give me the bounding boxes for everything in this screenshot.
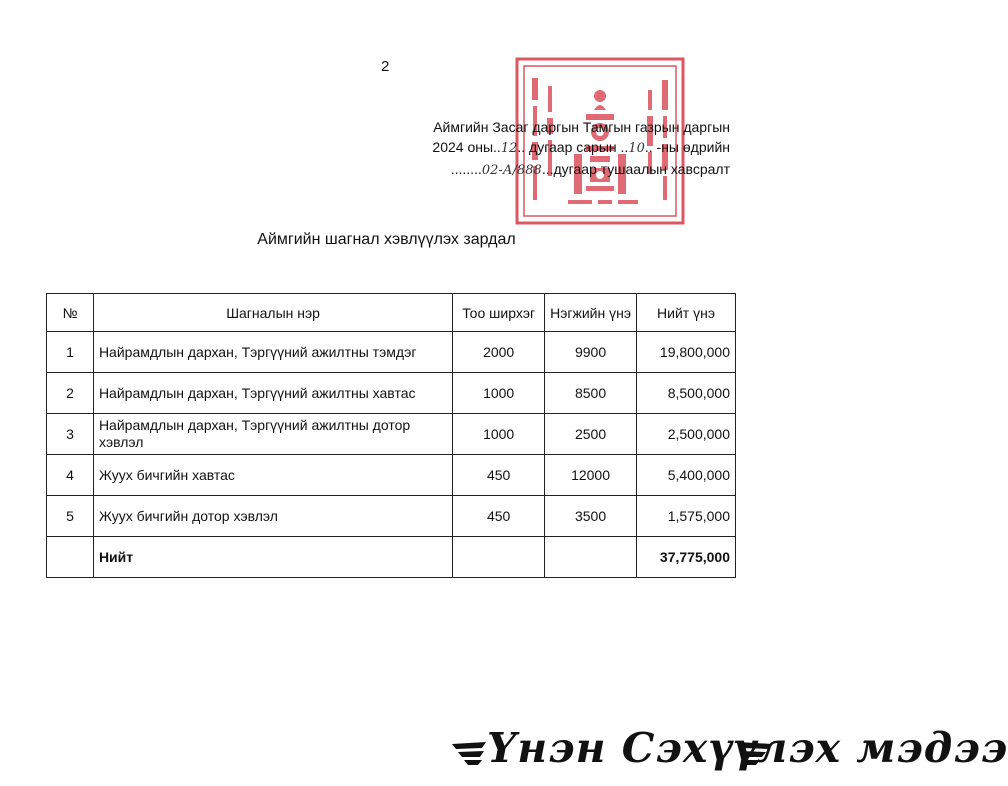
row-number: 5 — [47, 496, 94, 537]
row-number: 2 — [47, 373, 94, 414]
table-row — [47, 373, 736, 414]
header-line-2: 2024 оны..12.. дугаар сарын ..10.. -ны өдрийн — [432, 139, 730, 156]
quantity: 1000 — [453, 373, 545, 414]
total-row-quantity-cell — [453, 537, 545, 578]
column-header-award-name: Шагналын нэр — [93, 294, 452, 332]
total-price: 8,500,000 — [637, 373, 736, 414]
table-row — [47, 414, 736, 455]
row-number: 1 — [47, 332, 94, 373]
handwritten-month: 12 — [500, 141, 518, 156]
table-row — [47, 332, 736, 373]
document-title: Аймгийн шагнал хэвлүүлэх зардал — [257, 231, 516, 248]
header-day-word: -ны өдрийн — [656, 139, 730, 155]
page-number: 2 — [381, 58, 390, 75]
total-price: 19,800,000 — [637, 332, 736, 373]
table-row — [47, 496, 736, 537]
total-label: Нийт — [93, 537, 452, 578]
column-header-quantity: Тоо ширхэг — [453, 294, 545, 332]
total-row-number-cell — [47, 537, 94, 578]
header-decree-text: дугаар тушаалын хавсралт — [553, 161, 730, 177]
total-price: 1,575,000 — [637, 496, 736, 537]
unit-price: 8500 — [545, 373, 637, 414]
table-header-row — [47, 294, 736, 332]
award-name: Найрамдлын дархан, Тэргүүний ажилтны хавтас — [93, 373, 452, 414]
unit-price: 9900 — [545, 332, 637, 373]
table-total-row — [47, 537, 736, 578]
total-price: 5,400,000 — [637, 455, 736, 496]
decree-reference — [400, 117, 730, 181]
row-number: 3 — [47, 414, 94, 455]
grand-total: 37,775,000 — [637, 537, 736, 578]
header-line-1: Аймгийн Засаг даргын Тамгын газрын даргын — [433, 119, 730, 135]
row-number: 4 — [47, 455, 94, 496]
column-header-number: № — [47, 294, 94, 332]
award-name: Найрамдлын дархан, Тэргүүний ажилтны дотор хэвлэл — [93, 414, 452, 455]
total-price: 2,500,000 — [637, 414, 736, 455]
award-name: Жуух бичгийн хавтас — [93, 455, 452, 496]
quantity: 2000 — [453, 332, 545, 373]
quantity: 450 — [453, 455, 545, 496]
column-header-unit-price: Нэгжийн үнэ — [545, 294, 637, 332]
site-watermark-logo — [452, 722, 1008, 784]
table-row — [47, 455, 736, 496]
handwritten-decree-number: 02-А/888 — [481, 163, 542, 178]
award-name: Найрамдлын дархан, Тэргүүний ажилтны тэмдэг — [93, 332, 452, 373]
header-line-3: ........02-А/888...дугаар тушаалын хавсралт — [450, 161, 730, 178]
watermark-text: Үнэн Сэхүүлэх мэдээ — [487, 724, 1008, 772]
handwritten-day: 10 — [628, 141, 645, 156]
unit-price: 12000 — [545, 455, 637, 496]
total-row-unit-cell — [545, 537, 637, 578]
quantity: 450 — [453, 496, 545, 537]
unit-price: 3500 — [545, 496, 637, 537]
unit-price: 2500 — [545, 414, 637, 455]
header-month-word: дугаар сарын — [529, 139, 617, 155]
header-year: 2024 оны — [432, 139, 494, 155]
award-cost-table — [46, 293, 736, 578]
quantity: 1000 — [453, 414, 545, 455]
column-header-total-price: Нийт үнэ — [637, 294, 736, 332]
award-name: Жуух бичгийн дотор хэвлэл — [93, 496, 452, 537]
